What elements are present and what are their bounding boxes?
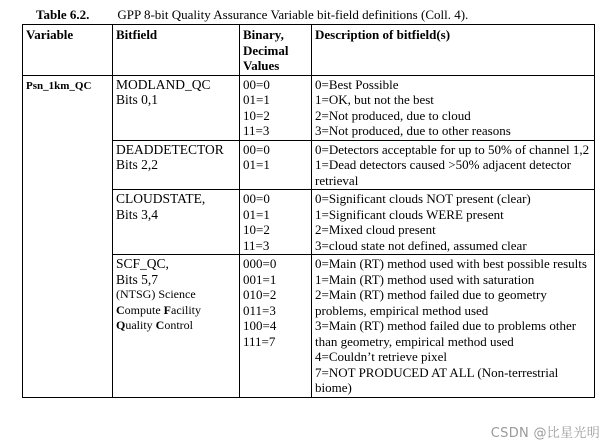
acronym-letter: F [163, 302, 172, 317]
value-item: 11=3 [243, 123, 270, 138]
watermark: CSDN @比星光明 [490, 426, 600, 441]
header-row [23, 25, 595, 76]
bitfield-name: CLOUDSTATE, [116, 191, 206, 206]
acronym-letter: Q [116, 318, 126, 332]
value-item: 01=1 [243, 92, 270, 107]
table-title: GPP 8-bit Quality Assurance Variable bit-field definitions (Coll. 4). [117, 7, 469, 22]
value-item: 00=0 [243, 76, 270, 92]
header-binary-line: Values [243, 58, 280, 73]
description-item: 0=Significant clouds NOT present (clear) [315, 191, 531, 206]
value-item: 01=1 [243, 206, 270, 222]
description-item: 1=Dead detectors caused >50% adjacent detector retrieval [315, 157, 572, 188]
table-caption [36, 7, 468, 23]
value-item: 001=1 [243, 271, 277, 287]
description-item: 4=Couldn’t retrieve pixel [315, 349, 448, 364]
description-cell [312, 255, 595, 398]
bitfield-note [116, 318, 236, 334]
bitfield-note [116, 287, 236, 303]
bitfield-note-text: ompute [124, 302, 164, 317]
header-binary-line: Decimal [243, 42, 289, 58]
header-description: Description of bitfield(s) [312, 25, 595, 76]
description-item: 0=Detectors acceptable for up to 50% of channel 1,2 [315, 141, 590, 157]
description-cell [312, 190, 595, 255]
bitfield-cell [113, 140, 240, 190]
qa-bitfield-table [22, 24, 595, 398]
value-item: 00=0 [243, 191, 270, 206]
bitfield-note [116, 303, 236, 319]
bitfield-bits: Bits 2,2 [116, 157, 159, 172]
header-binary [240, 25, 312, 76]
description-item: 1=Main (RT) method used with saturation [315, 271, 535, 287]
description-item: 3=Main (RT) method failed due to problems other than geometry, empirical method used [315, 318, 577, 349]
bitfield-bits: Bits 5,7 [116, 271, 159, 287]
acronym-letter: C [116, 302, 125, 317]
bitfield-note-text: (NTSG) Science [116, 287, 196, 301]
values-cell [240, 140, 312, 190]
bitfield-note-text: ontrol [164, 318, 194, 332]
value-item: 10=2 [243, 107, 270, 123]
value-item: 00=0 [243, 141, 270, 157]
bitfield-name: MODLAND_QC [116, 76, 211, 92]
description-item: 7=NOT PRODUCED AT ALL (Non-terrestrial biome) [315, 364, 559, 395]
values-cell [240, 190, 312, 255]
description-cell [312, 140, 595, 190]
bitfield-note-text: acility [171, 302, 202, 317]
bitfield-cell [113, 255, 240, 398]
description-cell [312, 75, 595, 140]
header-variable: Variable [23, 25, 113, 76]
values-cell [240, 255, 312, 398]
bitfield-bits: Bits 0,1 [116, 92, 159, 107]
description-item: 2=Main (RT) method failed due to geometry problems, empirical method used [315, 287, 547, 318]
bitfield-name: DEADDETECTOR [116, 141, 224, 157]
variable-name: Psn_1km_QC [23, 75, 113, 397]
value-item: 10=2 [243, 222, 270, 237]
values-cell [240, 75, 312, 140]
bitfield-name: SCF_QC, [116, 256, 169, 271]
bitfield-cell [113, 190, 240, 255]
value-item: 01=1 [243, 157, 270, 172]
description-item: 3=cloud state not defined, assumed clear [315, 237, 527, 253]
bitfield-bits: Bits 3,4 [116, 206, 159, 222]
bitfield-cell [113, 75, 240, 140]
description-item: 1=OK, but not the best [315, 92, 434, 107]
description-item: 2=Not produced, due to cloud [315, 107, 471, 123]
value-item: 011=3 [243, 302, 276, 318]
description-item: 1=Significant clouds WERE present [315, 206, 504, 222]
value-item: 100=4 [243, 318, 277, 333]
description-item: 3=Not produced, due to other reasons [315, 123, 511, 138]
value-item: 11=3 [243, 237, 270, 253]
header-binary-line: Binary, [243, 27, 284, 42]
value-item: 010=2 [243, 287, 277, 302]
description-item: 0=Main (RT) method used with best possible results [315, 256, 587, 271]
table-row [23, 75, 595, 140]
acronym-letter: C [155, 318, 165, 332]
bitfield-note-text: uality [125, 318, 156, 332]
description-item: 2=Mixed cloud present [315, 222, 436, 237]
table-number: Table 6.2. [36, 7, 90, 22]
value-item: 111=7 [243, 333, 276, 349]
value-item: 000=0 [243, 256, 277, 271]
header-bitfield: Bitfield [113, 25, 240, 76]
description-item: 0=Best Possible [315, 76, 399, 92]
